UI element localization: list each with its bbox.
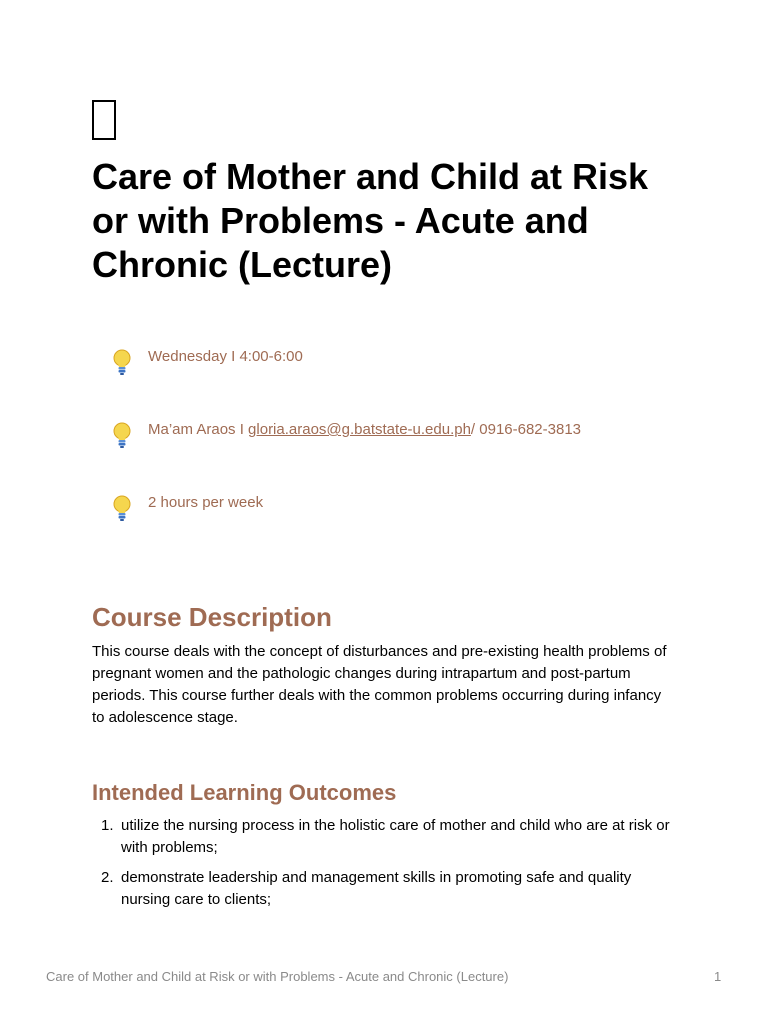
- footer-title: Care of Mother and Child at Risk or with Problems - Acute and Chronic (Lecture): [46, 969, 509, 984]
- page-title: Care of Mother and Child at Risk or with Problems - Acute and Chronic (Lecture): [92, 156, 649, 285]
- lightbulb-icon: [110, 421, 134, 451]
- learning-outcomes-list: [92, 815, 677, 919]
- hours-text: 2 hours per week: [148, 494, 264, 511]
- page-number: 1: [714, 969, 722, 984]
- lightbulb-icon: [110, 494, 134, 524]
- instructor-text: [148, 421, 581, 439]
- lightbulb-icon: [110, 348, 134, 378]
- learning-outcomes-heading: Intended Learning Outcomes: [92, 780, 397, 805]
- instructor-name: Ma’am Araos I: [148, 421, 249, 438]
- list-item-number: 2.: [101, 869, 114, 886]
- course-description-text: This course deals with the concept of disturbances and pre-existing health problems of pregnant women and the pathologic changes during intrapartum and post-partum periods. This course further deals with the common problems occurring during infancy to adolescence stage.: [92, 643, 667, 726]
- list-item: [92, 867, 677, 911]
- list-item: [92, 815, 677, 859]
- instructor-email-link[interactable]: gloria.araos@g.batstate-u.edu.ph: [248, 421, 471, 438]
- list-item-text: demonstrate leadership and management skills in promoting safe and quality nursing care to clients;: [121, 869, 632, 908]
- list-item-number: 1.: [101, 817, 114, 834]
- list-item-text: utilize the nursing process in the holistic care of mother and child who are at risk or with problems;: [121, 817, 670, 856]
- missing-glyph-icon: [92, 100, 116, 140]
- course-description-heading: Course Description: [92, 602, 332, 632]
- schedule-text: Wednesday I 4:00-6:00: [148, 348, 303, 365]
- instructor-phone: / 0916-682-3813: [470, 421, 582, 438]
